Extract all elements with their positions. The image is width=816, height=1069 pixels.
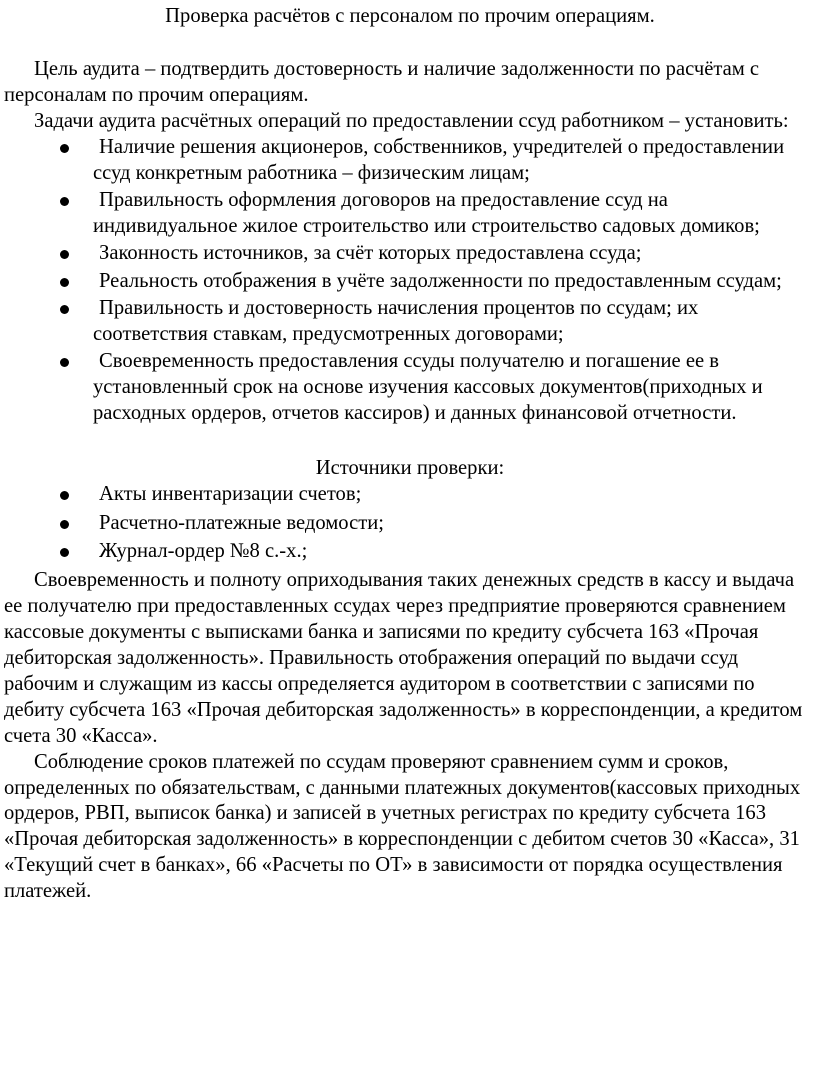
list-item bbox=[4, 241, 816, 267]
list-item bbox=[4, 135, 816, 187]
spacer bbox=[4, 30, 816, 57]
list-item-text: Правильность оформления договоров на предоставление ссуд на индивидуальное жилое строительство или строительство садовых домиков; bbox=[93, 189, 760, 237]
sources-heading: Источники проверки: bbox=[315, 456, 505, 479]
bullet-icon bbox=[60, 278, 69, 287]
list-item-text: Законность источников, за счёт которых предоставлена ссуда; bbox=[99, 242, 642, 265]
document-title: Проверка расчётов с персоналом по прочим операциям. bbox=[165, 5, 655, 27]
list-item-text: Акты инвентаризации счетов; bbox=[99, 482, 362, 505]
list-item bbox=[4, 269, 816, 295]
list-item bbox=[4, 296, 816, 348]
sources-list bbox=[4, 482, 816, 566]
list-item-text: Своевременность предоставления ссуды получателю и погашение ее в установленный срок на основе изучения кассовых документов(приходных и расходных ордеров, отчетов кассиров) и данных финансовой отчетности. bbox=[93, 350, 763, 425]
list-item bbox=[4, 511, 816, 537]
bullet-icon bbox=[60, 358, 69, 367]
bullet-icon bbox=[60, 250, 69, 259]
list-item-text: Журнал-ордер №8 с.-х.; bbox=[99, 540, 308, 563]
bullet-icon bbox=[60, 548, 69, 557]
spacer bbox=[4, 429, 816, 456]
cash-verification-paragraph: Своевременность и полноту оприходывания таких денежных средств в кассу и выдача ее получателю при предоставленных ссудах через предприятие проверяются сравнением кассовые документы с выписками банка и записями по кредиту субсчета 163 «Прочая дебиторская задолженность». Правильность отображения операций по выдачи ссуд рабочим и служащим из кассы определяется аудитором в соответствии с записями по дебиту субсчета 163 «Прочая дебиторская задолженность» в корреспонденции, а кредитом счета 30 «Касса». bbox=[4, 569, 803, 747]
bullet-icon bbox=[60, 144, 69, 153]
document-page bbox=[4, 0, 816, 905]
bullet-icon bbox=[60, 197, 69, 206]
list-item-text: Реальность отображения в учёте задолженности по предоставленным ссудам; bbox=[99, 269, 782, 292]
payment-terms-paragraph: Соблюдение сроков платежей по ссудам проверяют сравнением сумм и сроков, определенных по обязательствам, с данными платежных документов(кассовых приходных ордеров, РВП, выписок банка) и записей в учетных регистрах по кредиту субсчета 163 «Прочая дебиторская задолженность» в корреспонденции с дебитом счетов 30 «Касса», 31 «Текущий счет в банках», 66 «Расчеты по ОТ» в зависимости от порядка осуществления платежей. bbox=[4, 750, 801, 903]
list-item bbox=[4, 539, 816, 565]
tasks-list bbox=[4, 135, 816, 427]
list-item bbox=[4, 349, 816, 427]
list-item-text: Правильность и достоверность начисления процентов по ссудам; их соответствия ставкам, предусмотренных договорами; bbox=[93, 297, 699, 346]
list-item bbox=[4, 188, 816, 240]
audit-goal-paragraph: Цель аудита – подтвердить достоверность и наличие задолженности по расчётам с персоналам по прочим операциям. bbox=[4, 58, 760, 106]
tasks-intro-paragraph: Задачи аудита расчётных операций по предоставлении ссуд работником – установить: bbox=[34, 109, 789, 132]
bullet-icon bbox=[60, 491, 69, 500]
list-item-text: Расчетно-платежные ведомости; bbox=[99, 511, 384, 534]
bullet-icon bbox=[60, 520, 69, 529]
bullet-icon bbox=[60, 305, 69, 314]
list-item-text: Наличие решения акционеров, собственников, учредителей о предоставлении ссуд конкретным работника – физическим лицам; bbox=[93, 135, 785, 184]
list-item bbox=[4, 482, 816, 508]
